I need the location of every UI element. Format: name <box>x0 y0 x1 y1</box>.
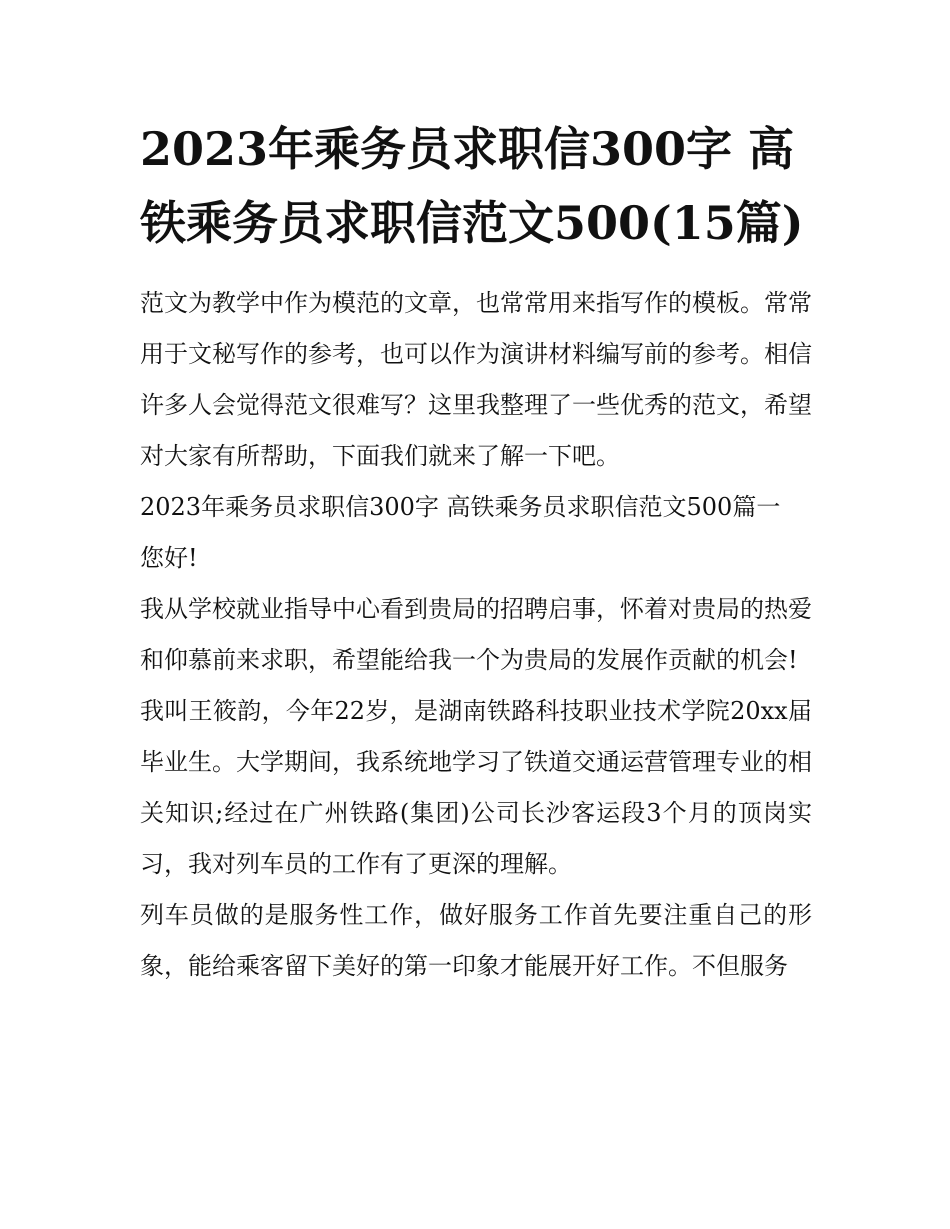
body-paragraph: 我叫王筱韵，今年22岁，是湖南铁路科技职业技术学院20xx届毕业生。大学期间，我系统地学习了铁道交通运营管理专业的相关知识;经过在广州铁路(集团)公司长沙客运段3个月的顶岗实习，我对列车员的工作有了更深的理解。 <box>140 697 812 878</box>
body-paragraph: 列车员做的是服务性工作，做好服务工作首先要注重自己的形象，能给乘客留下美好的第一印象才能展开好工作。不但服务 <box>140 901 812 980</box>
document-title: 2023年乘务员求职信300字 高铁乘务员求职信范文500(15篇) <box>140 122 804 250</box>
body-paragraph: 我从学校就业指导中心看到贵局的招聘启事，怀着对贵局的热爱和仰慕前来求职，希望能给我一个为贵局的发展作贡献的机会! <box>140 595 812 674</box>
section-heading-paragraph: 2023年乘务员求职信300字 高铁乘务员求职信范文500篇一 <box>140 493 781 521</box>
document-content <box>140 112 812 992</box>
greeting-paragraph: 您好! <box>140 544 198 572</box>
intro-paragraph: 范文为教学中作为模范的文章，也常常用来指写作的模板。常常用于文秘写作的参考，也可以作为演讲材料编写前的参考。相信许多人会觉得范文很难写？这里我整理了一些优秀的范文，希望对大家有所帮助，下面我们就来了解一下吧。 <box>140 289 812 470</box>
